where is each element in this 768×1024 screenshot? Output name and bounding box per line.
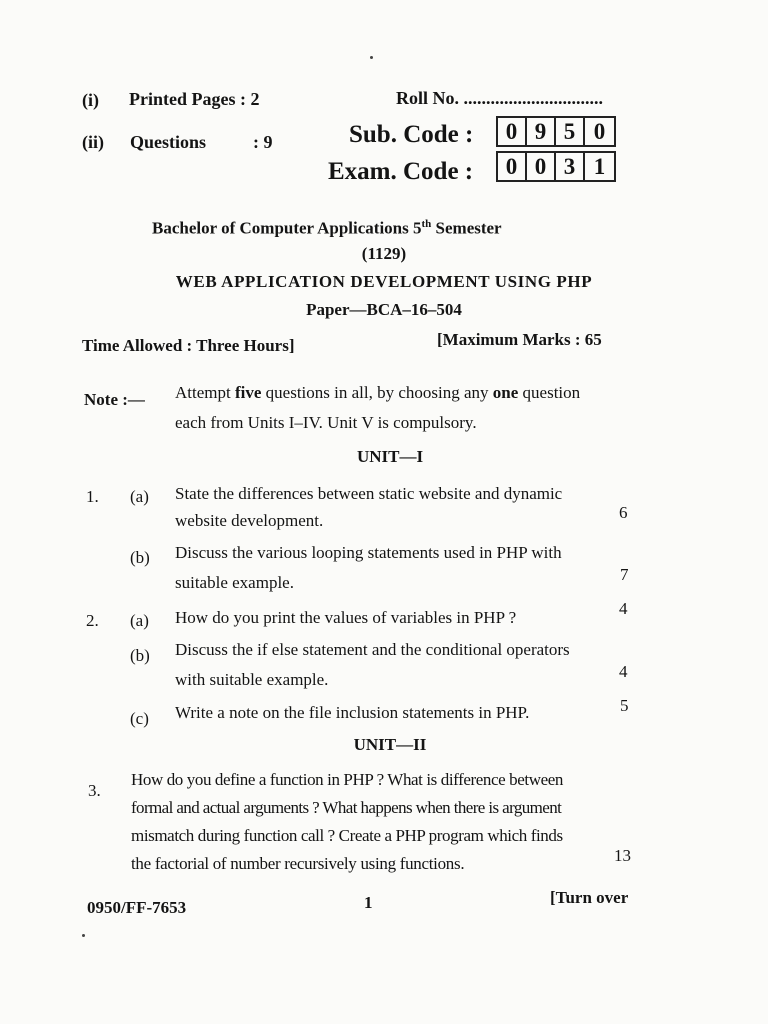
question-2a-line-1: How do you print the values of variables in PHP ? xyxy=(175,608,517,627)
exam-code-digit: 1 xyxy=(593,153,606,179)
speck xyxy=(82,934,85,937)
sub-code-digit: 0 xyxy=(593,118,606,144)
question-1a-marks: 6 xyxy=(619,503,628,522)
question-3-marks: 13 xyxy=(614,846,631,865)
printed-pages: Printed Pages : 2 xyxy=(129,89,260,109)
sub-code-boxes xyxy=(496,116,616,147)
sub-code-label: Sub. Code : xyxy=(349,121,474,148)
course-superscript: th xyxy=(421,218,432,230)
unit-1-heading: UNIT—I xyxy=(356,447,424,466)
question-1b-line-2: suitable example. xyxy=(175,573,294,592)
paper-code: Paper—BCA–16–504 xyxy=(306,300,462,319)
exam-code-label: Exam. Code : xyxy=(328,158,474,185)
sub-code-digit: 0 xyxy=(498,118,527,145)
course-code: (1129) xyxy=(361,244,407,263)
question-2c-label: (c) xyxy=(130,709,149,728)
question-2c-marks: 5 xyxy=(620,696,629,715)
note-text: question xyxy=(518,383,581,402)
questions-number: (ii) xyxy=(82,132,104,152)
time-allowed: Time Allowed : Three Hours] xyxy=(82,336,295,355)
question-3-line-3: mismatch during function call ? Create a PHP program which finds xyxy=(131,826,563,845)
course-name-text: Bachelor of Computer Applications 5 xyxy=(152,218,422,238)
question-3-number: 3. xyxy=(88,781,101,800)
footer-page-number: 1 xyxy=(364,893,373,912)
question-1a-line-2: website development. xyxy=(175,511,324,530)
note-line-1 xyxy=(175,378,580,407)
course-name xyxy=(152,218,502,239)
exam-code-digit: 3 xyxy=(556,153,585,180)
speck xyxy=(370,56,373,59)
sub-code-digit: 9 xyxy=(527,118,556,145)
maximum-marks: [Maximum Marks : 65 xyxy=(437,330,602,349)
question-1-number: 1. xyxy=(86,487,99,506)
question-1a-label: (a) xyxy=(130,487,149,506)
note-emphasis: five xyxy=(234,383,262,402)
question-1b-line-1: Discuss the various looping statements used in PHP with xyxy=(175,543,562,562)
question-2a-label: (a) xyxy=(130,611,149,630)
subject-title: WEB APPLICATION DEVELOPMENT USING PHP xyxy=(175,272,593,291)
question-2b-line-1: Discuss the if else statement and the conditional operators xyxy=(175,640,570,659)
question-1b-marks: 7 xyxy=(620,565,629,584)
note-line-2: each from Units I–IV. Unit V is compulsory. xyxy=(175,413,477,432)
question-3-line-1: How do you define a function in PHP ? What is difference between xyxy=(131,770,564,789)
printed-pages-number: (i) xyxy=(82,90,99,110)
question-1b-label: (b) xyxy=(130,548,150,567)
question-2a-marks: 4 xyxy=(619,599,628,618)
course-semester: Semester xyxy=(431,218,502,238)
note-text: Attempt xyxy=(175,383,235,402)
questions-value: : 9 xyxy=(253,132,273,152)
question-2b-marks: 4 xyxy=(619,662,628,681)
footer-code: 0950/FF-7653 xyxy=(87,898,187,917)
note-text: questions in all, by choosing any xyxy=(261,383,493,402)
questions-label: Questions xyxy=(130,132,207,152)
roll-no: Roll No. ............................... xyxy=(396,88,603,108)
question-2b-line-2: with suitable example. xyxy=(175,670,329,689)
exam-code-boxes xyxy=(496,151,616,182)
note-emphasis: one xyxy=(492,383,519,402)
exam-code-digit: 0 xyxy=(527,153,556,180)
sub-code-digit: 5 xyxy=(556,118,585,145)
question-2b-label: (b) xyxy=(130,646,150,665)
unit-2-heading: UNIT—II xyxy=(353,735,427,754)
question-1a-line-1: State the differences between static website and dynamic xyxy=(175,484,563,503)
footer-turn-over: [Turn over xyxy=(550,888,629,907)
question-3-line-4: the factorial of number recursively using functions. xyxy=(131,854,465,873)
question-2-number: 2. xyxy=(86,611,99,630)
exam-code-digit: 0 xyxy=(498,153,527,180)
question-3-line-2: formal and actual arguments ? What happens when there is argument xyxy=(131,798,562,817)
note-label: Note :— xyxy=(84,390,145,409)
question-2c-line-1: Write a note on the file inclusion statements in PHP. xyxy=(175,703,530,722)
